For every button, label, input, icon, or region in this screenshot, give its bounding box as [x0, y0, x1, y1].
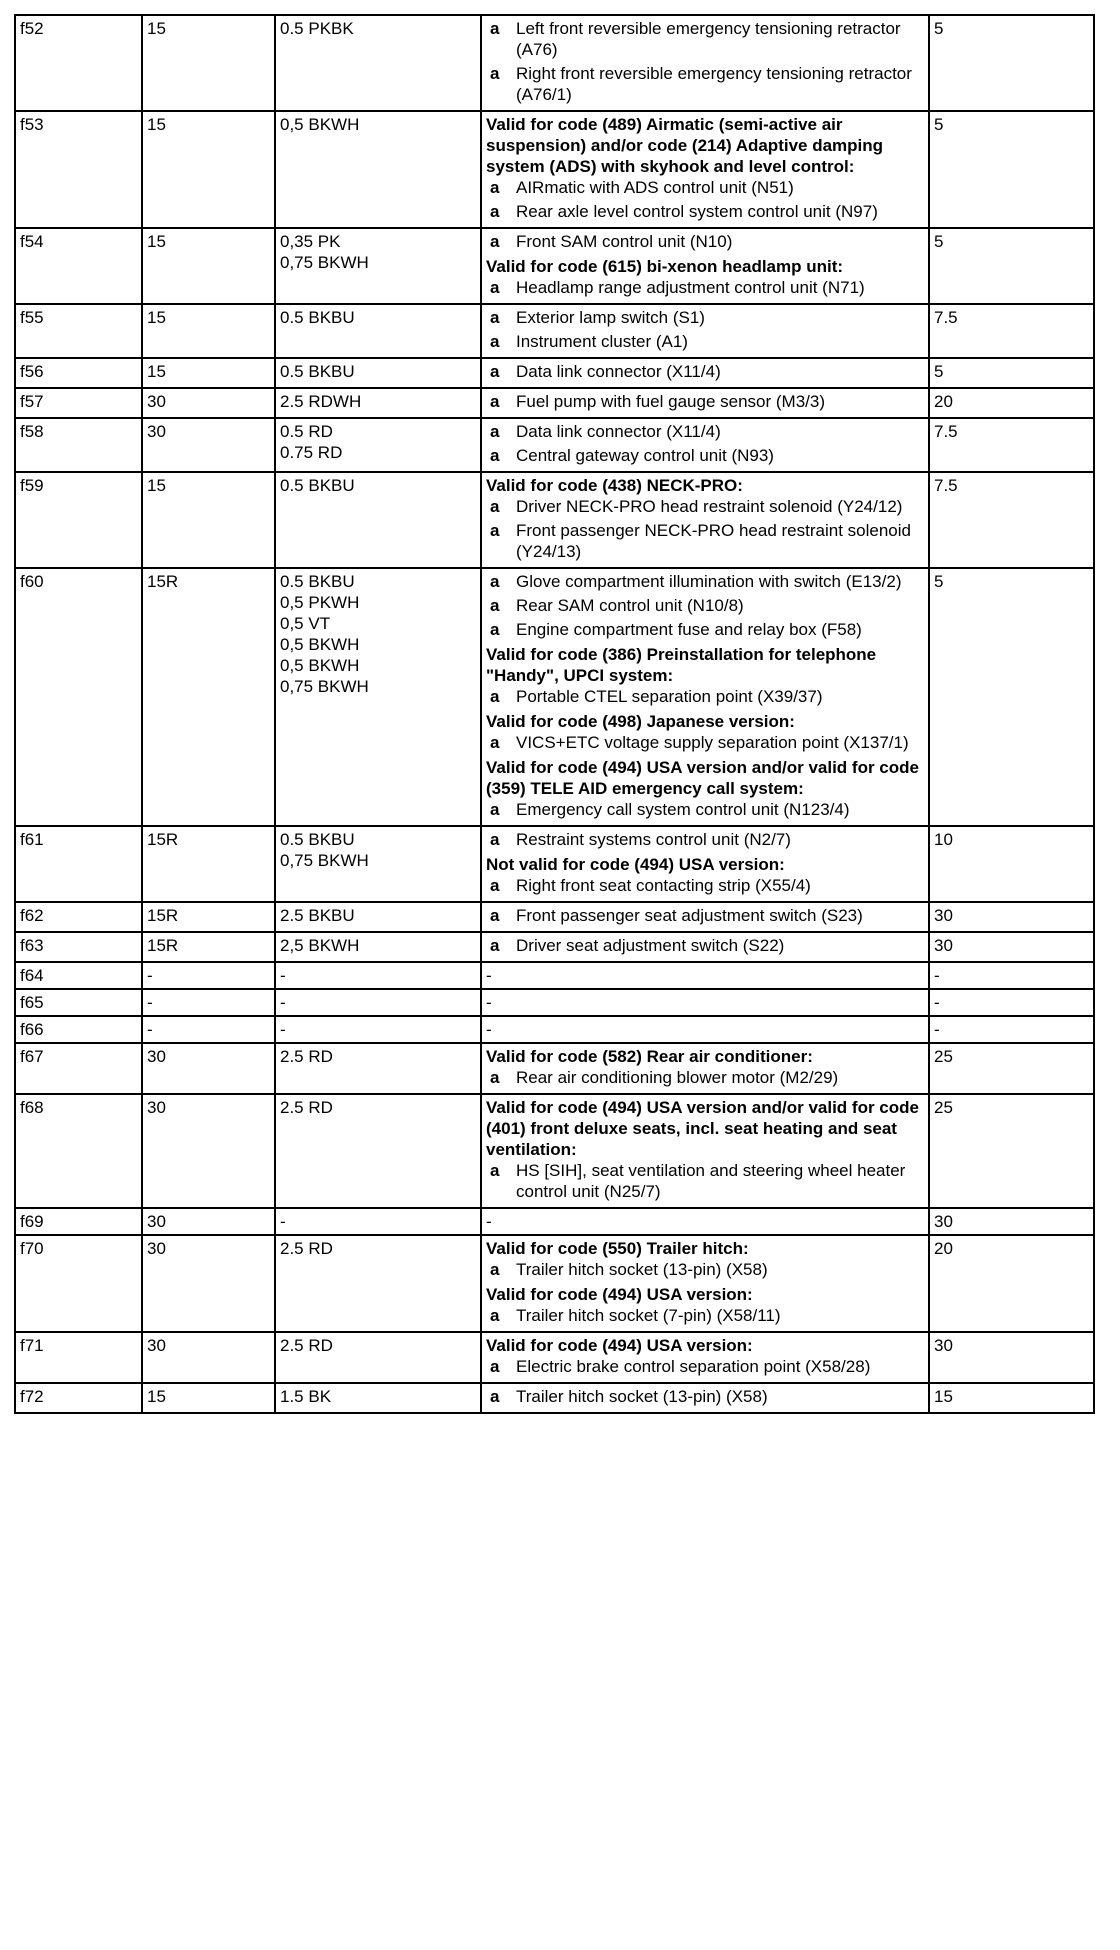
list-item: a Data link connector (X11/4)	[486, 361, 924, 382]
list-item: a Restraint systems control unit (N2/7)	[486, 829, 924, 850]
table-row	[15, 1332, 1094, 1383]
fuse-rating: 5	[929, 228, 1094, 304]
table-row	[15, 826, 1094, 902]
wire-cell	[275, 111, 481, 228]
consumer-block	[486, 1019, 924, 1040]
circuit: 15	[142, 111, 275, 228]
table-row	[15, 1016, 1094, 1043]
wire-cell	[275, 1332, 481, 1383]
fuse-rating: 20	[929, 388, 1094, 418]
list-item: a Rear SAM control unit (N10/8)	[486, 595, 924, 616]
consumer-block	[486, 1284, 924, 1326]
list-item: a Engine compartment fuse and relay box (F58)	[486, 619, 924, 640]
table-row	[15, 15, 1094, 111]
wire-spec: 0,5 PKWH	[280, 593, 360, 612]
consumer-list	[486, 875, 924, 896]
table-row	[15, 418, 1094, 472]
wire-spec: 2.5 BKBU	[280, 906, 355, 925]
table-row	[15, 989, 1094, 1016]
fuse-rating: 30	[929, 932, 1094, 962]
wire-spec: 2,5 BKWH	[280, 936, 360, 955]
fuse-rating: 15	[929, 1383, 1094, 1413]
list-item: a Emergency call system control unit (N123/4)	[486, 799, 924, 820]
list-item: a HS [SIH], seat ventilation and steering wheel heater control unit (N25/7)	[486, 1160, 924, 1202]
validity-condition: Valid for code (438) NECK-PRO:	[486, 476, 743, 495]
fuse-number: f64	[15, 962, 142, 989]
consumer-cell	[481, 989, 929, 1016]
wire-spec: 1.5 BK	[280, 1387, 332, 1406]
wire-cell	[275, 989, 481, 1016]
consumer-cell	[481, 418, 929, 472]
fuse-rating: 20	[929, 1235, 1094, 1332]
consumer-list	[486, 1305, 924, 1326]
consumer-block	[486, 1211, 924, 1232]
consumer-block	[486, 935, 924, 956]
validity-condition: -	[486, 993, 492, 1012]
list-item: a Left front reversible emergency tensioning retractor (A76)	[486, 18, 924, 60]
consumer-block	[486, 307, 924, 352]
table-row	[15, 388, 1094, 418]
table-row	[15, 1235, 1094, 1332]
list-item: a Electric brake control separation point (X58/28)	[486, 1356, 924, 1377]
validity-condition: -	[486, 966, 492, 985]
fuse-rating: 30	[929, 902, 1094, 932]
consumer-block	[486, 757, 924, 820]
list-item: a Driver seat adjustment switch (S22)	[486, 935, 924, 956]
wire-spec: 0,5 VT	[280, 614, 331, 633]
table-row	[15, 1383, 1094, 1413]
consumer-cell	[481, 472, 929, 568]
wire-cell	[275, 1094, 481, 1208]
consumer-cell	[481, 1094, 929, 1208]
wire-cell	[275, 1235, 481, 1332]
list-item: a Central gateway control unit (N93)	[486, 445, 924, 466]
wire-spec: -	[280, 966, 286, 985]
consumer-block	[486, 711, 924, 753]
circuit: 30	[142, 418, 275, 472]
consumer-list	[486, 935, 924, 956]
validity-condition: Valid for code (494) USA version and/or valid for code (359) TELE AID emergency call system:	[486, 758, 919, 798]
consumer-cell	[481, 932, 929, 962]
consumer-list	[486, 177, 924, 222]
list-item: a VICS+ETC voltage supply separation point (X137/1)	[486, 732, 924, 753]
table-row	[15, 1043, 1094, 1094]
consumer-list	[486, 307, 924, 352]
consumer-block	[486, 1097, 924, 1202]
validity-condition: Valid for code (550) Trailer hitch:	[486, 1239, 749, 1258]
table-row	[15, 304, 1094, 358]
list-item: a Trailer hitch socket (13-pin) (X58)	[486, 1386, 924, 1407]
wire-spec: -	[280, 1212, 286, 1231]
consumer-block	[486, 965, 924, 986]
consumer-list	[486, 829, 924, 850]
validity-condition: Valid for code (386) Preinstallation for telephone "Handy", UPCI system:	[486, 645, 877, 685]
fuse-rating: -	[929, 962, 1094, 989]
fuse-number: f54	[15, 228, 142, 304]
table-row	[15, 1094, 1094, 1208]
table-row	[15, 568, 1094, 826]
validity-condition: Not valid for code (494) USA version:	[486, 855, 785, 874]
fuse-rating: 7.5	[929, 418, 1094, 472]
validity-condition: Valid for code (494) USA version and/or valid for code (401) front deluxe seats, incl. seat heating and seat ventilation:	[486, 1098, 919, 1159]
fuse-rating: 7.5	[929, 472, 1094, 568]
consumer-list	[486, 732, 924, 753]
wire-spec: 0.5 BKBU	[280, 308, 355, 327]
fuse-number: f61	[15, 826, 142, 902]
consumer-cell	[481, 1332, 929, 1383]
consumer-list	[486, 277, 924, 298]
wire-cell	[275, 1208, 481, 1235]
table-row	[15, 228, 1094, 304]
fuse-number: f60	[15, 568, 142, 826]
wire-spec: 0.5 PKBK	[280, 19, 354, 38]
wire-spec: -	[280, 1020, 286, 1039]
fuse-number: f57	[15, 388, 142, 418]
wire-spec: 0,75 BKWH	[280, 677, 369, 696]
circuit: 30	[142, 1094, 275, 1208]
circuit: 15	[142, 472, 275, 568]
fuse-rating: -	[929, 989, 1094, 1016]
wire-cell	[275, 228, 481, 304]
consumer-list	[486, 18, 924, 105]
fuse-number: f65	[15, 989, 142, 1016]
fuse-rating: 5	[929, 568, 1094, 826]
circuit: -	[142, 1016, 275, 1043]
list-item: a Fuel pump with fuel gauge sensor (M3/3)	[486, 391, 924, 412]
circuit: -	[142, 962, 275, 989]
list-item: a Front passenger NECK-PRO head restraint solenoid (Y24/13)	[486, 520, 924, 562]
fuse-number: f55	[15, 304, 142, 358]
fuse-rating: 7.5	[929, 304, 1094, 358]
validity-condition: -	[486, 1020, 492, 1039]
list-item: a Exterior lamp switch (S1)	[486, 307, 924, 328]
fuse-number: f69	[15, 1208, 142, 1235]
circuit: 30	[142, 388, 275, 418]
wire-spec: 0.5 BKBU	[280, 830, 355, 849]
consumer-cell	[481, 568, 929, 826]
consumer-block	[486, 256, 924, 298]
list-item: a Data link connector (X11/4)	[486, 421, 924, 442]
wire-spec: 0,75 BKWH	[280, 851, 369, 870]
wire-spec: 0.5 BKBU	[280, 476, 355, 495]
circuit: 15R	[142, 902, 275, 932]
list-item: a Front SAM control unit (N10)	[486, 231, 924, 252]
fuse-rating: 30	[929, 1208, 1094, 1235]
consumer-cell	[481, 15, 929, 111]
validity-condition: Valid for code (489) Airmatic (semi-active air suspension) and/or code (214) Adaptive damping system (ADS) with skyhook and level control:	[486, 115, 884, 176]
fuse-number: f56	[15, 358, 142, 388]
table-row	[15, 472, 1094, 568]
list-item: a Headlamp range adjustment control unit (N71)	[486, 277, 924, 298]
fuse-rating: 25	[929, 1043, 1094, 1094]
list-item: a Instrument cluster (A1)	[486, 331, 924, 352]
fuse-rating: 5	[929, 111, 1094, 228]
fuse-number: f62	[15, 902, 142, 932]
consumer-list	[486, 905, 924, 926]
circuit: 30	[142, 1235, 275, 1332]
fuse-number: f67	[15, 1043, 142, 1094]
wire-cell	[275, 962, 481, 989]
circuit: 15	[142, 304, 275, 358]
consumer-cell	[481, 228, 929, 304]
consumer-cell	[481, 1016, 929, 1043]
consumer-list	[486, 231, 924, 252]
fuse-number: f52	[15, 15, 142, 111]
consumer-block	[486, 905, 924, 926]
consumer-list	[486, 1067, 924, 1088]
wire-cell	[275, 304, 481, 358]
circuit: 15R	[142, 826, 275, 902]
consumer-cell	[481, 826, 929, 902]
wire-spec: 0.5 RD	[280, 422, 333, 441]
fuse-number: f59	[15, 472, 142, 568]
wire-cell	[275, 388, 481, 418]
wire-spec: 0,5 BKWH	[280, 635, 360, 654]
fuse-rating: -	[929, 1016, 1094, 1043]
wire-spec: 0,35 PK	[280, 232, 341, 251]
table-row	[15, 1208, 1094, 1235]
consumer-list	[486, 571, 924, 640]
consumer-block	[486, 829, 924, 850]
circuit: 30	[142, 1332, 275, 1383]
wire-cell	[275, 826, 481, 902]
fuse-number: f63	[15, 932, 142, 962]
fuse-number: f53	[15, 111, 142, 228]
fuse-number: f71	[15, 1332, 142, 1383]
validity-condition: Valid for code (615) bi-xenon headlamp unit:	[486, 257, 844, 276]
consumer-list	[486, 799, 924, 820]
wire-cell	[275, 902, 481, 932]
circuit: 30	[142, 1208, 275, 1235]
consumer-cell	[481, 111, 929, 228]
wire-cell	[275, 568, 481, 826]
consumer-cell	[481, 1043, 929, 1094]
consumer-list	[486, 391, 924, 412]
consumer-block	[486, 18, 924, 105]
consumer-cell	[481, 902, 929, 932]
wire-cell	[275, 15, 481, 111]
validity-condition: Valid for code (582) Rear air conditioner:	[486, 1047, 813, 1066]
wire-spec: 0,5 BKWH	[280, 115, 360, 134]
consumer-cell	[481, 1383, 929, 1413]
list-item: a Driver NECK-PRO head restraint solenoid (Y24/12)	[486, 496, 924, 517]
consumer-cell	[481, 388, 929, 418]
circuit: 15	[142, 15, 275, 111]
consumer-list	[486, 496, 924, 562]
wire-spec: 2.5 RD	[280, 1047, 333, 1066]
list-item: a Trailer hitch socket (7-pin) (X58/11)	[486, 1305, 924, 1326]
wire-spec: 2.5 RD	[280, 1336, 333, 1355]
table-row	[15, 111, 1094, 228]
list-item: a Front passenger seat adjustment switch (S23)	[486, 905, 924, 926]
wire-spec: 2.5 RDWH	[280, 392, 362, 411]
list-item: a Portable CTEL separation point (X39/37)	[486, 686, 924, 707]
fuse-number: f72	[15, 1383, 142, 1413]
validity-condition: -	[486, 1212, 492, 1231]
circuit: 15R	[142, 568, 275, 826]
wire-cell	[275, 418, 481, 472]
wire-cell	[275, 1383, 481, 1413]
validity-condition: Valid for code (494) USA version:	[486, 1336, 753, 1355]
consumer-cell	[481, 358, 929, 388]
list-item: a AIRmatic with ADS control unit (N51)	[486, 177, 924, 198]
wire-spec: 0,75 BKWH	[280, 253, 369, 272]
wire-cell	[275, 358, 481, 388]
list-item: a Glove compartment illumination with switch (E13/2)	[486, 571, 924, 592]
list-item: a Right front reversible emergency tensioning retractor (A76/1)	[486, 63, 924, 105]
consumer-block	[486, 114, 924, 222]
list-item: a Rear air conditioning blower motor (M2/29)	[486, 1067, 924, 1088]
wire-spec: 0.5 BKBU	[280, 362, 355, 381]
consumer-list	[486, 1356, 924, 1377]
consumer-block	[486, 992, 924, 1013]
consumer-cell	[481, 1208, 929, 1235]
circuit: 15	[142, 228, 275, 304]
list-item: a Trailer hitch socket (13-pin) (X58)	[486, 1259, 924, 1280]
table-row	[15, 932, 1094, 962]
consumer-list	[486, 361, 924, 382]
list-item: a Rear axle level control system control unit (N97)	[486, 201, 924, 222]
wire-cell	[275, 932, 481, 962]
consumer-list	[486, 1386, 924, 1407]
consumer-list	[486, 421, 924, 466]
fuse-number: f70	[15, 1235, 142, 1332]
consumer-list	[486, 1160, 924, 1202]
circuit: 15	[142, 358, 275, 388]
circuit: 15R	[142, 932, 275, 962]
consumer-block	[486, 644, 924, 707]
wire-spec: 0,5 BKWH	[280, 656, 360, 675]
circuit: -	[142, 989, 275, 1016]
consumer-list	[486, 686, 924, 707]
fuse-rating: 30	[929, 1332, 1094, 1383]
validity-condition: Valid for code (498) Japanese version:	[486, 712, 795, 731]
wire-spec: 0.5 BKBU	[280, 572, 355, 591]
wire-spec: 2.5 RD	[280, 1239, 333, 1258]
validity-condition: Valid for code (494) USA version:	[486, 1285, 753, 1304]
wire-spec: 0.75 RD	[280, 443, 343, 462]
circuit: 15	[142, 1383, 275, 1413]
consumer-block	[486, 475, 924, 562]
consumer-block	[486, 391, 924, 412]
consumer-cell	[481, 1235, 929, 1332]
consumer-cell	[481, 304, 929, 358]
fuse-rating: 10	[929, 826, 1094, 902]
consumer-block	[486, 231, 924, 252]
fuse-rating: 5	[929, 358, 1094, 388]
table-row	[15, 902, 1094, 932]
fuse-table-body	[15, 15, 1094, 1413]
consumer-block	[486, 1046, 924, 1088]
consumer-block	[486, 361, 924, 382]
fuse-number: f58	[15, 418, 142, 472]
wire-cell	[275, 472, 481, 568]
list-item: a Right front seat contacting strip (X55/4)	[486, 875, 924, 896]
wire-spec: 2.5 RD	[280, 1098, 333, 1117]
consumer-list	[486, 1259, 924, 1280]
wire-cell	[275, 1043, 481, 1094]
wire-spec: -	[280, 993, 286, 1012]
consumer-cell	[481, 962, 929, 989]
fuse-rating: 5	[929, 15, 1094, 111]
fuse-number: f68	[15, 1094, 142, 1208]
consumer-block	[486, 1238, 924, 1280]
consumer-block	[486, 1335, 924, 1377]
table-row	[15, 358, 1094, 388]
table-row	[15, 962, 1094, 989]
fuse-number: f66	[15, 1016, 142, 1043]
fuse-rating: 25	[929, 1094, 1094, 1208]
consumer-block	[486, 571, 924, 640]
consumer-block	[486, 854, 924, 896]
wire-cell	[275, 1016, 481, 1043]
fuse-assignment-table	[14, 14, 1095, 1414]
circuit: 30	[142, 1043, 275, 1094]
consumer-block	[486, 421, 924, 466]
consumer-block	[486, 1386, 924, 1407]
